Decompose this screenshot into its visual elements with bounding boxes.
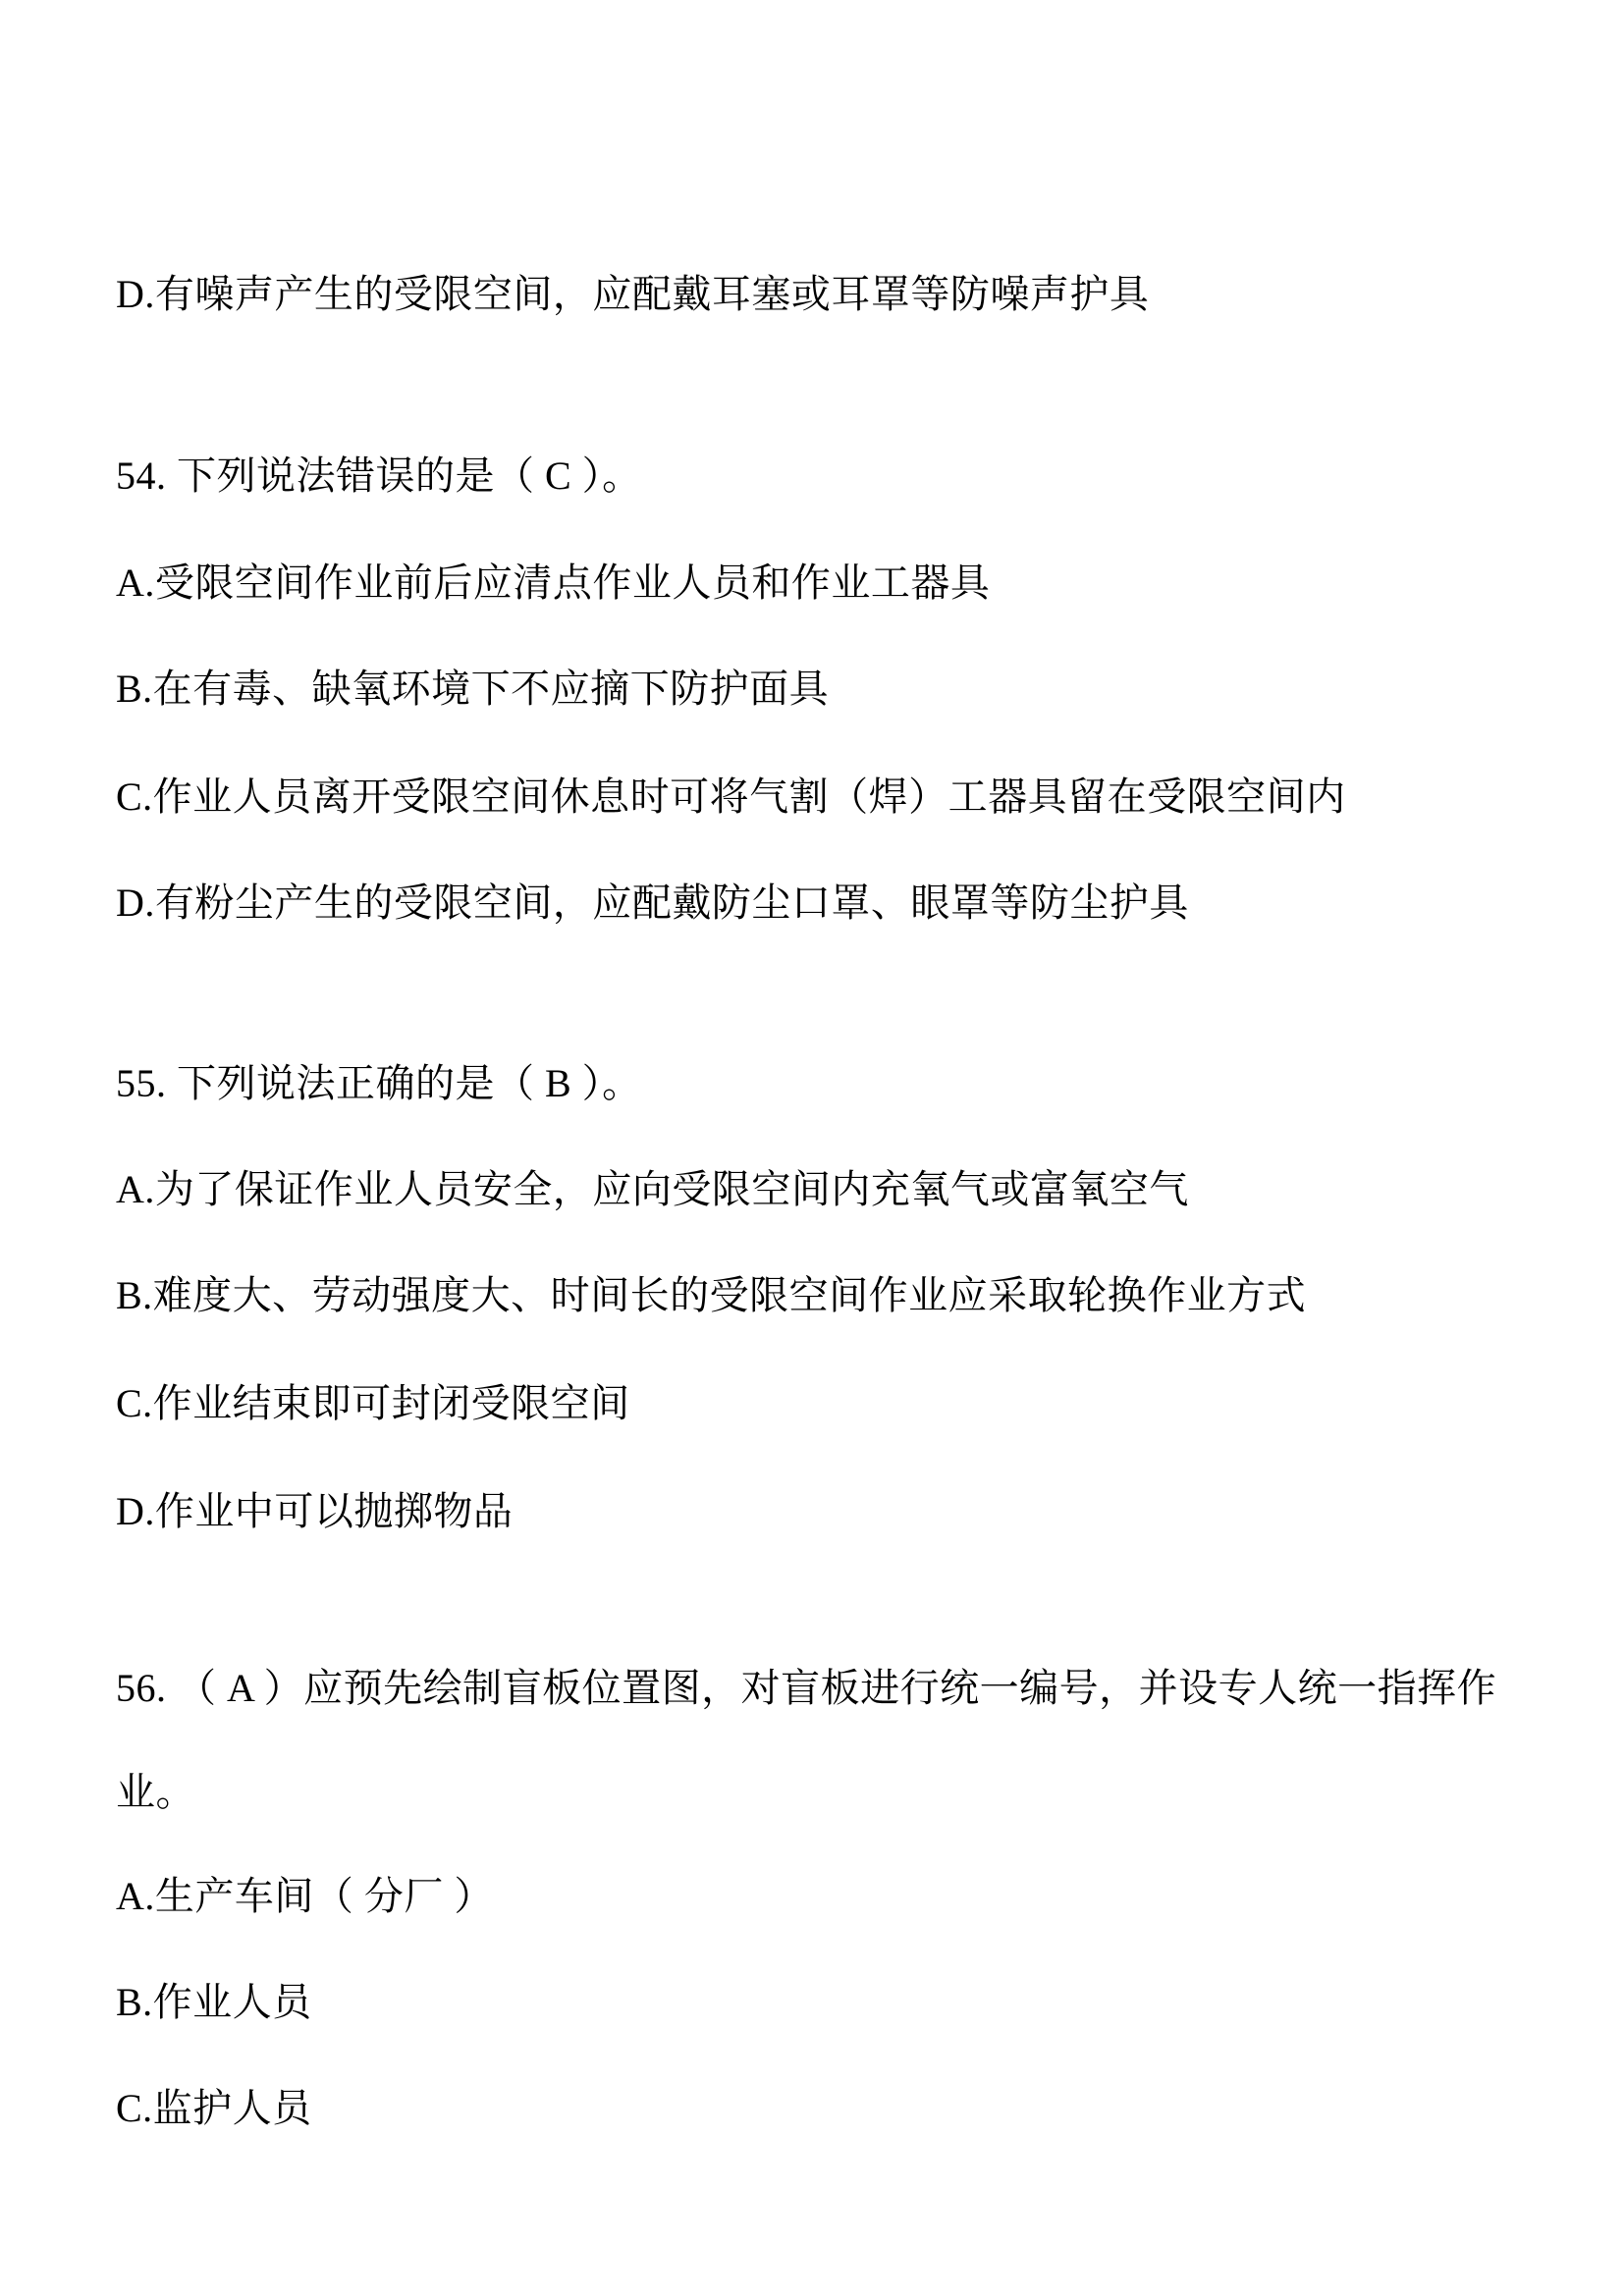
- question-54-option-d: D.有粉尘产生的受限空间，应配戴防尘口罩、眼罩等防尘护具: [116, 881, 1189, 925]
- question-56-stem: 56. （ A ）应预先绘制盲板位置图，对盲板进行统一编号，并设专人统一指挥作: [116, 1666, 1497, 1710]
- question-54-option-a: A.受限空间作业前后应清点作业人员和作业工器具: [116, 561, 991, 605]
- question-56-stem-continued: 业。: [116, 1770, 195, 1814]
- question-54-stem: 54. 下列说法错误的是（ C ）。: [116, 454, 642, 498]
- question-56-option-a: A.生产车间（ 分厂 ）: [116, 1874, 494, 1918]
- question-55-option-a: A.为了保证作业人员安全，应向受限空间内充氧气或富氧空气: [116, 1167, 1189, 1211]
- question-55-option-c: C.作业结束即可封闭受限空间: [116, 1381, 630, 1425]
- question-55-option-d: D.作业中可以抛掷物品: [116, 1489, 514, 1533]
- question-53-option-d: D.有噪声产生的受限空间，应配戴耳塞或耳罩等防噪声护具: [116, 272, 1150, 316]
- question-56-option-b: B.作业人员: [116, 1980, 312, 2024]
- question-55-option-b: B.难度大、劳动强度大、时间长的受限空间作业应采取轮换作业方式: [116, 1273, 1307, 1317]
- question-54-option-c: C.作业人员离开受限空间休息时可将气割（焊）工器具留在受限空间内: [116, 774, 1346, 819]
- question-56-option-c: C.监护人员: [116, 2086, 312, 2130]
- question-55-stem: 55. 下列说法正确的是（ B ）。: [116, 1061, 642, 1105]
- question-54-option-b: B.在有毒、缺氧环境下不应摘下防护面具: [116, 667, 830, 711]
